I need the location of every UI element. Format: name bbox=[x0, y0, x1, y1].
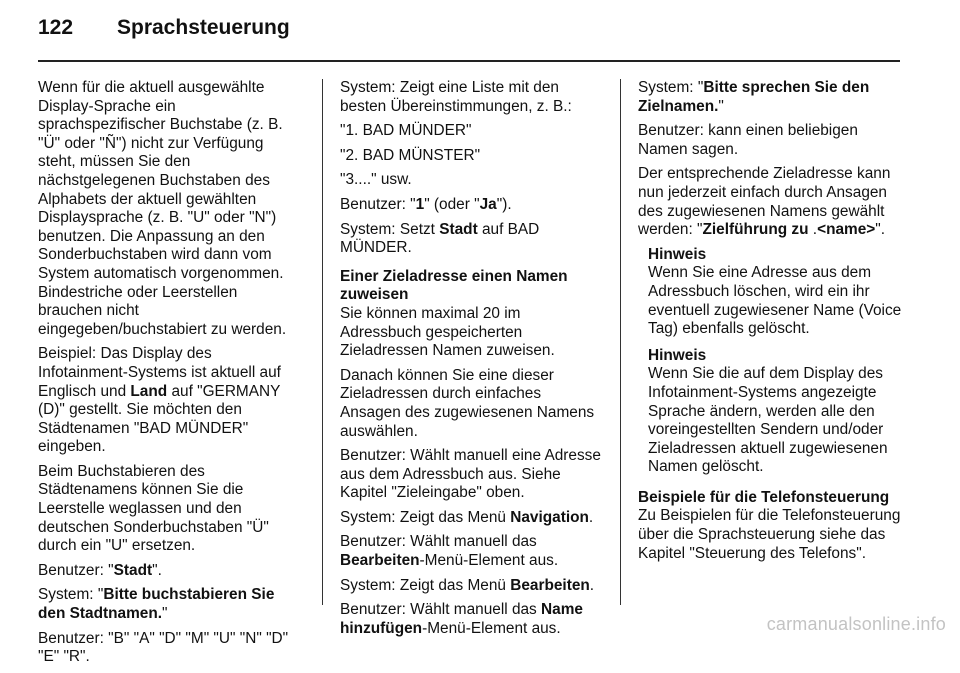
section-heading: Beispiele für die Telefonsteuerung bbox=[638, 488, 890, 506]
section-heading: Einer Zieladresse einen Namen zuweisen bbox=[340, 267, 568, 304]
paragraph: System: "Bitte sprechen Sie den Zielnamen." bbox=[638, 79, 870, 115]
paragraph: Benutzer: "B" "A" "D" "M" "U" "N" "D" "E" "R". bbox=[38, 629, 289, 666]
page-title: Sprachsteuerung bbox=[117, 16, 290, 39]
paragraph: Beispiel: Das Display des Infotainment-Systems ist aktuell auf Englisch und Land auf "GERMANY (D)" gestellt. Sie möchten den Städtenamen "BAD MÜNDER" eingeben. bbox=[38, 345, 281, 456]
paragraph: Danach können Sie eine dieser Zieladressen durch einfaches Ansagen des zugewiesenen Namens auswählen. bbox=[340, 366, 595, 440]
paragraph: "3...." usw. bbox=[340, 171, 412, 189]
paragraph: System: Zeigt eine Liste mit den besten Übereinstimmungen, z. B.: bbox=[340, 79, 572, 115]
paragraph: "2. BAD MÜNSTER" bbox=[340, 146, 481, 164]
paragraph: Benutzer: kann einen beliebigen Namen sagen. bbox=[638, 122, 858, 158]
note-heading: Hinweis bbox=[648, 346, 707, 364]
column-2 bbox=[340, 79, 604, 644]
column-divider-2 bbox=[620, 79, 621, 605]
paragraph: Benutzer: Wählt manuell das Name hinzufügen-Menü-Element aus. bbox=[340, 601, 583, 637]
paragraph: System: Zeigt das Menü Navigation. bbox=[340, 508, 594, 526]
paragraph: System: Zeigt das Menü Bearbeiten. bbox=[340, 576, 595, 594]
page-number: 122 bbox=[38, 16, 74, 39]
paragraph: "1. BAD MÜNDER" bbox=[340, 122, 472, 140]
paragraph: Wenn für die aktuell ausgewählte Display-Sprache ein sprachspezifischer Buchstabe (z. B. "Ü" oder "Ñ") nicht zur Verfügung steht, müssen Sie den nächstgelegenen Buchstaben des Alphabets der aktuell gewählten Displaysprache (z. B. "U" oder "N") benutzen. Die Anpassung an den Sonderbuchstaben wird dann vom System automatisch vorgenommen. Bindestriche oder Leerstellen brauchen nicht eingegeben/buchstabiert zu werden. bbox=[38, 79, 287, 338]
paragraph: Beim Buchstabieren des Städtenamens können Sie die Leerstelle weglassen und den deutschen Sonderbuchstaben "Ü" durch ein "U" ersetzen. bbox=[38, 462, 269, 555]
note-box bbox=[648, 347, 904, 477]
paragraph: Benutzer: Wählt manuell eine Adresse aus dem Adressbuch aus. Siehe Kapitel "Zieleingabe" oben. bbox=[340, 447, 601, 502]
note-box bbox=[648, 246, 904, 339]
paragraph: Benutzer: "1" (oder "Ja"). bbox=[340, 195, 512, 213]
paragraph: System: Setzt Stadt auf BAD MÜNDER. bbox=[340, 220, 540, 257]
paragraph: Benutzer: "Stadt". bbox=[38, 561, 162, 579]
paragraph: System: "Bitte buchstabieren Sie den Stadtnamen." bbox=[38, 586, 275, 623]
note-heading: Hinweis bbox=[648, 245, 707, 263]
watermark: carmanualsonline.info bbox=[766, 614, 946, 634]
column-1 bbox=[38, 79, 304, 673]
paragraph: Benutzer: Wählt manuell das Bearbeiten-Menü-Element aus. bbox=[340, 533, 559, 570]
section-paragraph: Einer Zieladresse einen Namen zuweisen Sie können maximal 20 im Adressbuch gespeicherten Zieladressen Namen zuweisen. bbox=[340, 268, 604, 361]
note-text: Wenn Sie die auf dem Display des Infotainment-Systems angezeigte Sprache ändern, werden alle den voreingestellten Sendern und/oder Zieladressen aktuell zugewiesenen Namen gelöscht. bbox=[648, 365, 888, 476]
column-3 bbox=[638, 79, 904, 569]
paragraph: Der entsprechende Zieladresse kann nun jederzeit einfach durch Ansagen des zugewiesenen Namens gewählt werden: "Zielführung zu .<name>". bbox=[638, 165, 891, 239]
section-paragraph: Beispiele für die Telefonsteuerung Zu Beispielen für die Telefonsteuerung über die Sprachsteuerung siehe das Kapitel "Steuerung des Telefons". bbox=[638, 489, 904, 563]
header-rule bbox=[38, 60, 900, 62]
column-divider-1 bbox=[322, 79, 323, 605]
note-text: Wenn Sie eine Adresse aus dem Adressbuch löschen, wird ein ihr eventuell zugewiesener Name (Voice Tag) ebenfalls gelöscht. bbox=[648, 264, 902, 338]
